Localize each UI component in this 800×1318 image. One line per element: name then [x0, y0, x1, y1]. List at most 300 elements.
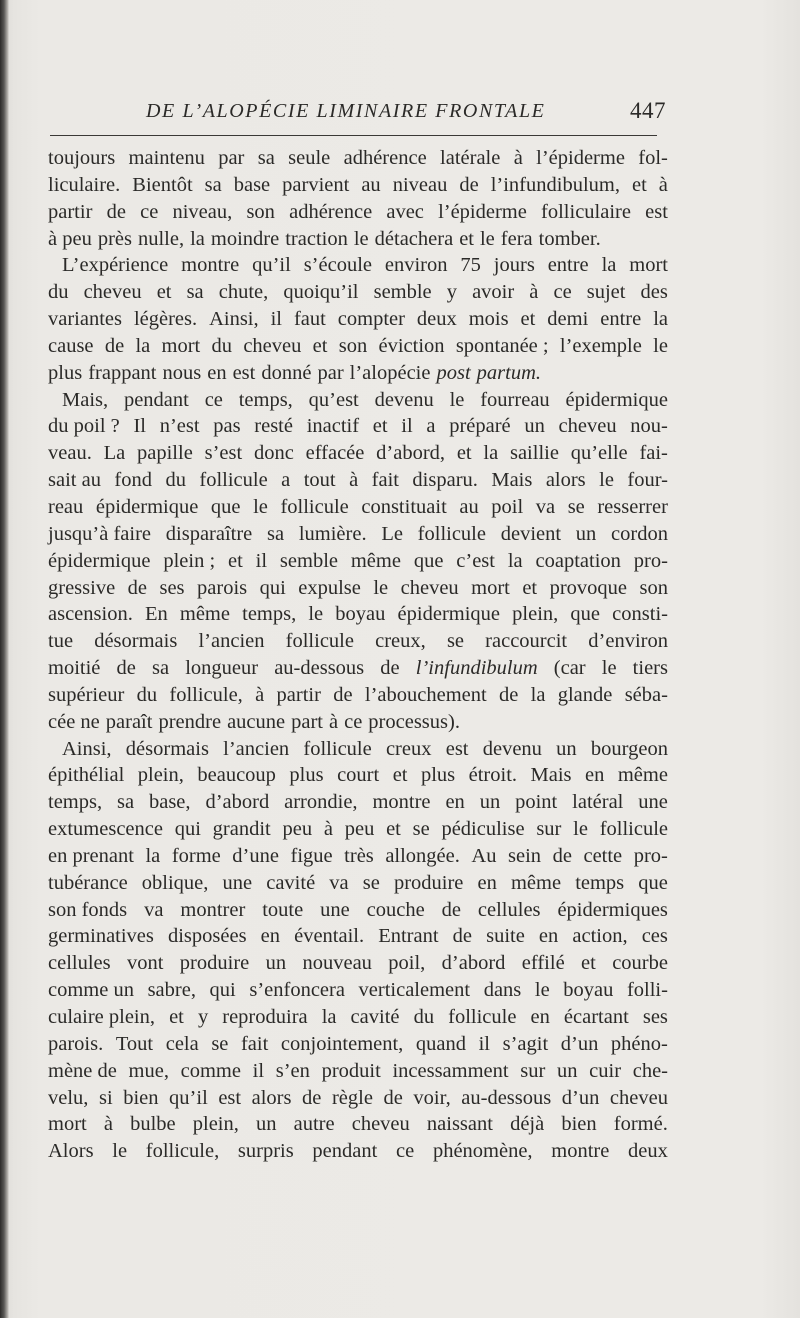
word: cheveu — [243, 334, 302, 357]
word: pro- — [633, 844, 668, 867]
word: cheveu — [609, 1086, 668, 1109]
word: follicule — [303, 737, 372, 760]
word: cellules — [477, 898, 541, 921]
word: au — [459, 495, 479, 518]
word: et — [456, 442, 472, 465]
word: mois — [468, 308, 509, 331]
word: fait — [240, 1032, 269, 1055]
word: inactif — [306, 415, 360, 438]
word: constituait — [361, 495, 447, 518]
word: mort — [471, 576, 510, 599]
text-line — [48, 628, 668, 655]
word: follicule, — [169, 683, 243, 706]
word: temps, — [48, 791, 103, 814]
word: donc — [253, 442, 294, 465]
word: de — [127, 576, 148, 599]
word: nou- — [630, 415, 668, 438]
word: des — [640, 281, 668, 304]
word: pédiculise — [441, 818, 525, 841]
word: plein, — [192, 1113, 239, 1136]
word: formé. — [613, 1113, 668, 1136]
text-line — [48, 306, 668, 333]
word: ce — [344, 710, 363, 733]
word: moindre — [210, 227, 280, 250]
word: montrer — [180, 898, 246, 921]
word: de — [552, 844, 572, 867]
word: fol- — [638, 147, 668, 169]
word: conjointement, — [280, 1032, 404, 1055]
word: à — [513, 147, 523, 169]
word: Bientôt — [132, 173, 193, 196]
word: forme — [171, 844, 221, 867]
word: follicule — [448, 1006, 517, 1028]
word: à — [658, 173, 668, 196]
word: jours — [493, 254, 535, 277]
word: autre — [293, 1113, 335, 1136]
word: parois. — [48, 1032, 104, 1055]
word: demi — [547, 308, 589, 331]
word: s’est — [204, 442, 243, 465]
word: que — [210, 495, 241, 518]
word: effilé — [521, 952, 565, 975]
word: follicule — [285, 630, 354, 653]
word: quand — [415, 1032, 467, 1055]
word: de — [498, 683, 519, 706]
word: très — [344, 844, 374, 867]
word: alors — [545, 469, 586, 492]
word: produire — [393, 871, 464, 894]
word: figue — [290, 844, 333, 867]
word: gressive — [48, 576, 116, 599]
word: un — [256, 1113, 277, 1136]
word: s’enfoncera — [249, 979, 345, 1002]
word: mort — [161, 334, 201, 357]
word: point — [515, 791, 558, 814]
word: de — [302, 1086, 322, 1109]
word: temps, — [242, 603, 297, 626]
word: sa — [186, 281, 204, 304]
word: ces — [641, 925, 668, 948]
word: arrondie, — [284, 791, 358, 814]
word: à — [349, 469, 359, 492]
word: tubérance — [48, 871, 128, 894]
word: va — [144, 898, 164, 921]
word: raccourcit — [485, 630, 568, 653]
word: est — [645, 200, 668, 223]
binding-edge — [0, 0, 9, 1318]
word: à peu — [48, 227, 92, 250]
word: base — [233, 173, 271, 196]
word: même — [350, 549, 401, 572]
word: mène de — [48, 1059, 117, 1082]
word: même — [179, 603, 230, 626]
word: cheveu — [400, 576, 459, 599]
text-line — [48, 199, 668, 226]
word: d’abord, — [376, 442, 446, 465]
word: se — [362, 871, 380, 894]
word: y — [446, 281, 457, 304]
word: suite — [486, 925, 525, 948]
text-line — [48, 172, 668, 199]
word: le — [373, 576, 389, 599]
word: boyau — [335, 603, 386, 626]
word: à — [323, 818, 333, 841]
word: épidermique — [48, 549, 151, 572]
word: c’est — [456, 549, 495, 572]
word: niveau — [392, 173, 448, 196]
word: l’épiderme — [536, 147, 625, 169]
text-line — [48, 467, 668, 494]
text-line — [48, 977, 668, 1004]
word: en — [445, 791, 465, 814]
word: jusqu’à faire — [48, 522, 152, 545]
word: du poil ? — [48, 415, 120, 438]
word: et — [312, 334, 328, 357]
word: reproduira — [222, 1006, 308, 1028]
word: pas — [213, 415, 241, 438]
word: beaucoup — [197, 764, 276, 787]
word: fait — [371, 469, 399, 492]
word: follicule — [199, 469, 268, 492]
word: variantes — [48, 308, 122, 331]
word: l’exemple — [559, 334, 642, 357]
word: est — [218, 1086, 242, 1109]
word: son fonds — [48, 898, 128, 921]
word: désormais — [94, 630, 178, 653]
word: le — [534, 979, 550, 1002]
word: par — [317, 361, 344, 384]
word: l’alopécie — [349, 361, 431, 384]
word: un — [556, 737, 577, 760]
word: un — [265, 952, 287, 975]
word: saillie — [509, 442, 559, 465]
word: un — [575, 522, 597, 545]
word: en — [207, 361, 227, 384]
word: adhérence — [289, 200, 373, 223]
word: si — [98, 1086, 113, 1109]
word: Mais — [491, 469, 533, 492]
body-text — [48, 145, 668, 1165]
word: désormais — [125, 737, 209, 760]
word: sur — [520, 1059, 546, 1082]
word: liculaire. — [48, 173, 121, 196]
word: sa — [267, 522, 285, 545]
word: la — [601, 254, 617, 277]
word: paraît — [105, 710, 153, 733]
word: Ainsi, — [62, 737, 112, 760]
word: étroit. — [468, 764, 518, 787]
word: qu’il — [252, 254, 291, 277]
word: mort — [48, 1113, 87, 1136]
word: n’est — [159, 415, 200, 438]
word: pro- — [633, 549, 668, 572]
text-line — [48, 816, 668, 843]
word: avoir — [472, 281, 515, 304]
text-line — [48, 413, 668, 440]
word: l’abouchement — [364, 683, 487, 706]
word: déjà — [510, 1113, 545, 1136]
word: du — [211, 334, 233, 357]
word: latéral — [572, 791, 624, 814]
word: Mais — [530, 764, 572, 787]
word: bourgeon — [590, 737, 668, 760]
word: sa — [152, 657, 170, 680]
word: le — [653, 334, 668, 357]
word: cée ne — [48, 710, 100, 733]
word: pendant — [123, 388, 189, 411]
word: velu, — [48, 1086, 89, 1109]
word: fai- — [639, 442, 668, 465]
word: compter — [337, 308, 405, 331]
text-line — [48, 655, 668, 682]
word: se — [211, 1032, 229, 1055]
word: d’une — [232, 844, 279, 867]
word: nouveau — [302, 952, 372, 975]
word: Ainsi, — [209, 308, 259, 331]
word: plein ; — [163, 549, 216, 572]
word: il — [401, 415, 413, 438]
word: va — [535, 495, 556, 518]
word: cause — [48, 334, 94, 357]
word: lumière. — [298, 522, 367, 545]
word: temps, — [238, 388, 293, 411]
word: va — [329, 871, 349, 894]
word: deux — [416, 308, 457, 331]
word: partir — [48, 200, 93, 223]
word: se — [446, 630, 465, 653]
word: follicule — [280, 495, 349, 518]
running-head — [48, 98, 668, 130]
word: épidermique — [95, 495, 199, 518]
word: la — [321, 1006, 337, 1028]
word: de — [116, 657, 136, 680]
word: la — [145, 844, 161, 867]
word: le — [601, 657, 617, 680]
word: par — [218, 147, 245, 169]
word: il — [478, 1032, 491, 1055]
text-line — [48, 279, 668, 306]
word: a — [281, 469, 291, 492]
word: expulse — [298, 576, 361, 599]
text-line — [48, 226, 668, 253]
word: le — [599, 469, 614, 492]
word: che- — [632, 1059, 668, 1082]
word: et — [522, 576, 538, 599]
word: pendant — [312, 1140, 378, 1163]
word: poil, — [388, 952, 426, 975]
word: éventail. — [294, 925, 365, 948]
text-line — [48, 709, 668, 736]
word: d’abord — [205, 791, 270, 814]
word: sujet — [586, 281, 626, 304]
word: resserrer — [597, 495, 668, 518]
word: cheveu — [83, 281, 142, 304]
text-line — [48, 1138, 668, 1165]
text-line — [48, 950, 668, 977]
word: parvient — [282, 173, 350, 196]
word: et — [392, 764, 408, 787]
word: épidermique — [565, 388, 668, 411]
word: aucune — [227, 710, 286, 733]
word: cordon — [611, 522, 668, 545]
word: fond — [114, 469, 152, 492]
word: semble — [373, 281, 432, 304]
word: devenu — [482, 737, 542, 760]
word: tout — [303, 469, 336, 492]
word: consti- — [612, 603, 668, 626]
word: la — [135, 334, 151, 357]
word: la — [653, 308, 668, 331]
word: latérale — [440, 147, 501, 169]
word: deux — [628, 1140, 668, 1163]
word: quoiqu’il — [283, 281, 359, 304]
word: La — [103, 442, 126, 465]
word: frappant — [88, 361, 157, 384]
word: sur — [536, 818, 562, 841]
word: d’abord — [441, 952, 506, 975]
word: maintenu — [128, 147, 205, 169]
word: provoque — [549, 576, 628, 599]
word: produit — [321, 1059, 381, 1082]
word: plus — [289, 764, 324, 787]
word: de — [106, 200, 126, 223]
word: l’infundibulum — [415, 657, 538, 680]
word: creux, — [375, 630, 426, 653]
word: règle — [331, 1086, 373, 1109]
word: qu’elle — [570, 442, 628, 465]
text-line — [48, 870, 668, 897]
word: légères. — [133, 308, 198, 331]
word: Mais, — [62, 388, 109, 411]
word: naissant — [426, 1113, 493, 1136]
word: en — [260, 925, 281, 948]
word: en — [585, 764, 605, 787]
word: du — [165, 469, 186, 492]
word: en — [477, 871, 497, 894]
word: et — [520, 308, 536, 331]
word: glande — [557, 683, 613, 706]
word: parois — [197, 576, 248, 599]
word: traction — [285, 227, 348, 250]
word: à — [328, 710, 339, 733]
word: alors — [251, 1086, 292, 1109]
word: sa — [117, 791, 135, 814]
word: partum. — [476, 361, 542, 384]
word: Il — [133, 415, 146, 438]
word: écartant — [563, 1006, 629, 1028]
word: En — [144, 603, 168, 626]
text-line — [48, 145, 668, 172]
word: son — [338, 334, 368, 357]
word: germinatives — [48, 925, 154, 948]
word: surpris — [237, 1140, 294, 1163]
word: y — [197, 1006, 209, 1028]
word: couche — [366, 898, 425, 921]
word: voir, — [413, 1086, 451, 1109]
word: près — [97, 227, 132, 250]
word: se — [567, 495, 585, 518]
word: que — [413, 549, 444, 572]
word: s’agit — [502, 1032, 549, 1055]
word: fourreau — [480, 388, 550, 411]
word: au-dessous — [461, 1086, 552, 1109]
word: de — [380, 657, 400, 680]
page-number: 447 — [630, 98, 666, 123]
word: et — [372, 415, 388, 438]
word: entre — [547, 254, 589, 277]
word: cavité — [266, 871, 316, 894]
word: poil — [491, 495, 524, 518]
word: disparu. — [412, 469, 478, 492]
word: court — [337, 764, 380, 787]
word: semble — [279, 549, 338, 572]
word: et — [169, 1006, 184, 1028]
word: un — [524, 415, 545, 438]
word: peu — [282, 818, 313, 841]
word: supérieur — [48, 683, 125, 706]
text-line — [48, 1031, 668, 1058]
word: longueur — [185, 657, 259, 680]
word: oblique, — [141, 871, 209, 894]
word: du — [136, 683, 158, 706]
word: phénomène, — [432, 1140, 533, 1163]
word: et — [459, 227, 474, 250]
word: au — [361, 173, 381, 196]
word: mort — [629, 254, 668, 277]
word: une — [320, 898, 350, 921]
word: sein — [508, 844, 542, 867]
word: folli- — [626, 979, 668, 1002]
word: la — [507, 549, 523, 572]
word: séba- — [624, 683, 668, 706]
word: follicule — [599, 818, 668, 841]
word: ascension. — [48, 603, 133, 626]
word: en prenant — [48, 844, 134, 867]
word: à — [529, 281, 539, 304]
word: de — [383, 1086, 403, 1109]
word: montre — [372, 791, 431, 814]
word: Tout — [115, 1032, 154, 1055]
word: en — [538, 925, 559, 948]
word: fera — [500, 227, 533, 250]
word: et — [581, 952, 596, 975]
text-line — [48, 333, 668, 360]
text-line — [48, 575, 668, 602]
word: peu — [344, 818, 375, 841]
header-rule — [50, 135, 657, 136]
word: Au — [471, 844, 497, 867]
word: qu’il — [169, 1086, 208, 1109]
word: qu’est — [308, 388, 359, 411]
word: disparaître — [165, 522, 253, 545]
word: vont — [126, 952, 164, 975]
word: plein, — [512, 603, 559, 626]
text-line — [48, 897, 668, 924]
word: il — [255, 549, 268, 572]
word: comme — [180, 1059, 241, 1082]
word: phéno- — [610, 1032, 668, 1055]
word: ses — [159, 576, 185, 599]
word: se — [412, 818, 430, 841]
word: tomber. — [538, 227, 601, 250]
word: au-dessous — [274, 657, 365, 680]
text-line — [48, 1004, 668, 1031]
text-line — [48, 252, 668, 279]
word: L’expérience — [62, 254, 169, 277]
word: boyau — [563, 979, 614, 1002]
text-line — [48, 360, 668, 387]
word: un — [557, 1059, 578, 1082]
